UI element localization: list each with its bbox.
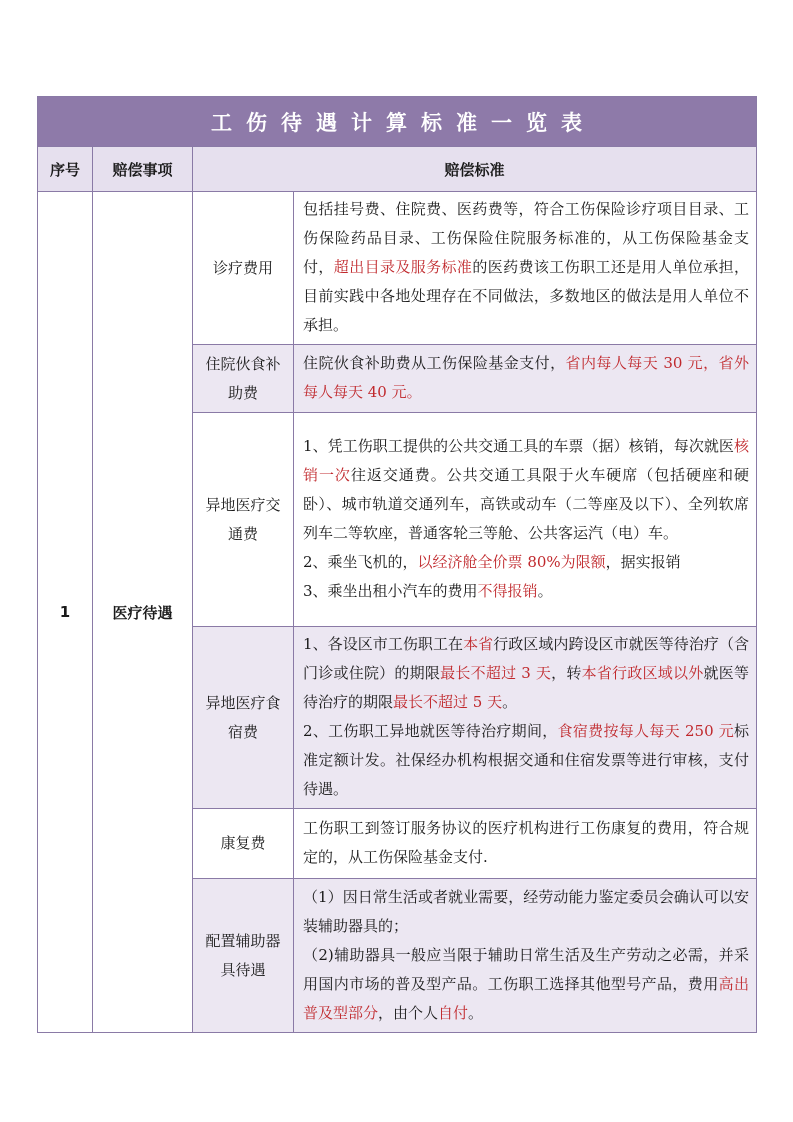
item-name: 住院伙食补助费: [193, 345, 294, 413]
highlight-text: 超出目录及服务标准: [333, 258, 473, 276]
standard-paragraph: [303, 814, 749, 872]
highlight-text: 本省行政区域以外: [581, 664, 704, 682]
standard-text: 1、凭工伤职工提供的公共交通工具的车票（据）核销，每次就医: [303, 437, 734, 455]
highlight-text: 不得报销: [477, 582, 538, 600]
standard-text: 2、乘坐飞机的，: [303, 553, 418, 571]
header-index: 序号: [38, 147, 93, 192]
standard-text: 。: [468, 1003, 484, 1022]
highlight-text: 最长不超过 5 天: [393, 693, 503, 711]
header-standard: 赔偿标准: [193, 147, 757, 192]
compensation-standard-table: [37, 96, 757, 1033]
standard-paragraph: [303, 941, 749, 1028]
standard-paragraph: [303, 577, 749, 606]
table-title: 工伤待遇计算标准一览表: [38, 97, 757, 147]
standard-text: ，由个人: [378, 1003, 439, 1022]
standard-paragraph: [303, 717, 749, 804]
item-name: 配置辅助器具待遇: [193, 879, 294, 1033]
highlight-text: 本省: [463, 635, 494, 653]
item-name: 诊疗费用: [193, 192, 294, 345]
compensation-table-sheet: [37, 96, 756, 1033]
standard-text: ，转: [551, 664, 582, 682]
highlight-text: 省内每人每天 30 元，省外每人每天 40 元。: [303, 354, 749, 401]
standard-text: 包括挂号费、住院费、医药费等，符合工伤保险诊疗项目目录、工伤保险药品目录、工伤保险住院服务标准的，从工伤保险基金支付，: [303, 200, 749, 276]
standard-paragraph: [303, 349, 749, 407]
standard-text: 的医药费该工伤职工还是用人单位承担，目前实践中各地处理存在不同做法，多数地区的做法是用人单位不承担。: [303, 258, 749, 334]
item-name: 异地医疗食宿费: [193, 627, 294, 809]
standard-text: （2)辅助器具一般应当限于辅助日常生活及生产劳动之必需，并采用国内市场的普及型产品。工伤职工选择其他型号产品，费用: [303, 945, 749, 993]
standard-text: 2、工伤职工异地就医等待治疗期间，: [303, 722, 558, 740]
standard-text: 就医等待治疗的期限: [303, 664, 749, 711]
header-row: [38, 147, 757, 192]
standard-text: （1）因日常生活或者就业需要，经劳动能力鉴定委员会确认可以安装辅助器具的；: [303, 887, 749, 935]
highlight-text: 最长不超过 3 天: [440, 664, 552, 682]
item-standard: [294, 345, 757, 413]
standard-paragraph: [303, 548, 749, 577]
title-row: [38, 97, 757, 147]
standard-text: 往返交通费。公共交通工具限于火车硬席（包括硬座和硬卧）、城市轨道交通列车，高铁或动车（二等座及以下）、全列软席列车二等软座，普通客轮三等舱、公共客运汽（电）车。: [303, 466, 749, 542]
highlight-text: 核销一次: [303, 437, 749, 484]
item-standard: [294, 192, 757, 345]
standard-paragraph: [303, 883, 749, 941]
group-index: 1: [38, 192, 93, 1033]
highlight-text: 自付: [438, 1003, 469, 1022]
group-category: 医疗待遇: [93, 192, 193, 1033]
standard-paragraph: [303, 195, 749, 340]
highlight-text: 以经济舱全价票 80%为限额: [417, 553, 606, 571]
standard-text: 1、各设区市工伤职工在: [303, 635, 464, 653]
standard-text: 工伤职工到签订服务协议的医疗机构进行工伤康复的费用，符合规定的，从工伤保险基金支付.: [303, 819, 749, 866]
standard-text: ，据实报销: [605, 553, 681, 571]
standard-text: 标准定额计发。社保经办机构根据交通和住宿发票等进行审核，支付待遇。: [303, 722, 750, 798]
standard-text: 行政区域内跨设区市就医等待治疗（含门诊或住院）的期限: [303, 635, 749, 682]
item-standard: [294, 879, 757, 1033]
item-standard: [294, 627, 757, 809]
highlight-text: 高出普及型部分: [303, 974, 749, 1022]
standard-text: 3、乘坐出租小汽车的费用: [303, 582, 478, 600]
item-standard: [294, 413, 757, 627]
standard-text: 住院伙食补助费从工伤保险基金支付，: [303, 354, 566, 372]
standard-text: 。: [537, 582, 553, 600]
standard-paragraph: [303, 630, 749, 717]
standard-text: 。: [502, 693, 518, 711]
standard-paragraph: [303, 432, 749, 548]
highlight-text: 食宿费按每人每天 250 元: [557, 722, 734, 740]
item-name: 康复费: [193, 809, 294, 879]
item-name: 异地医疗交通费: [193, 413, 294, 627]
item-standard: [294, 809, 757, 879]
table-row: [38, 192, 757, 345]
header-item: 赔偿事项: [93, 147, 193, 192]
